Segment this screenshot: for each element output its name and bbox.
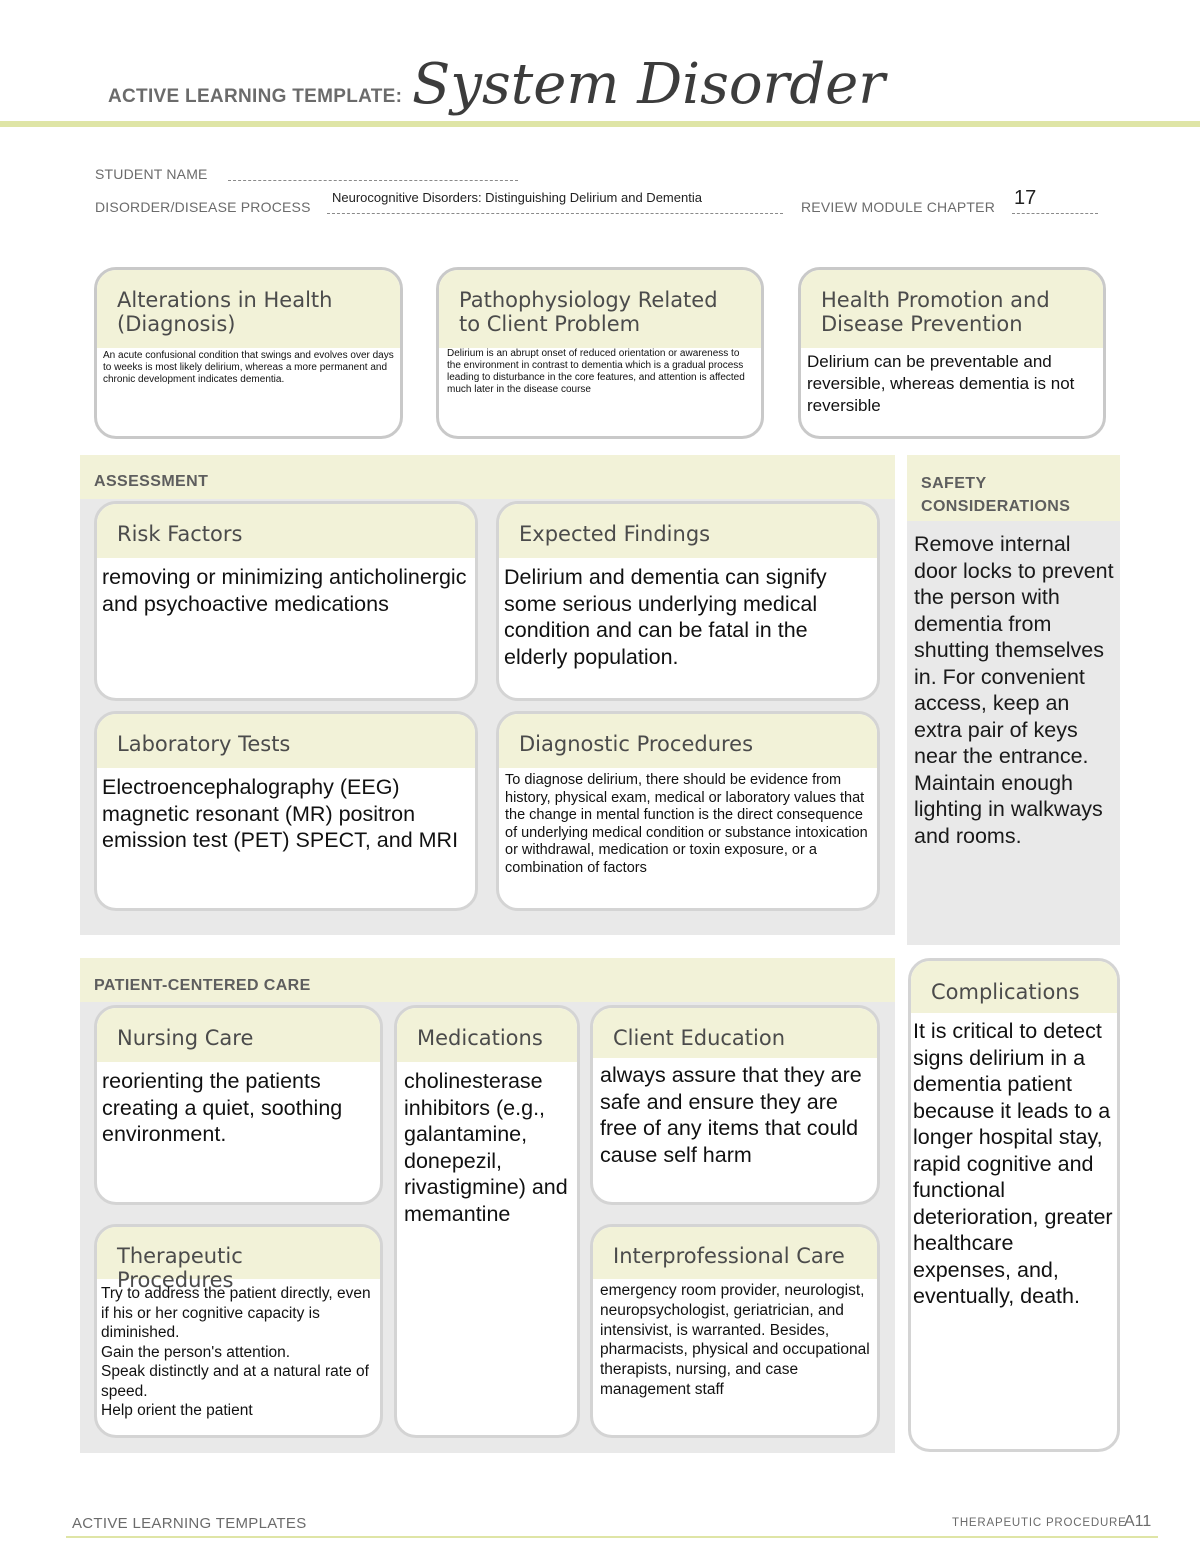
health-promotion-box — [798, 267, 1106, 439]
header-rule — [0, 121, 1200, 127]
disease-process-label: DISORDER/DISEASE PROCESS — [95, 199, 311, 215]
therapeutic-procedures-title: Therapeutic Procedures — [97, 1227, 380, 1279]
complications-title: Complications — [911, 961, 1117, 1013]
laboratory-tests-box — [94, 711, 478, 911]
diagnostic-procedures-title: Diagnostic Procedures — [499, 714, 877, 768]
patient-care-label: PATIENT-CENTERED CARE — [80, 958, 895, 1002]
complications-box — [908, 958, 1120, 1452]
alterations-text[interactable]: An acute confusional condition that swings and evolves over days to weeks is most likely delirium, whereas a more permanent and chronic development indicates dementia. — [103, 350, 394, 385]
safety-label: SAFETY CONSIDERATIONS — [907, 455, 1120, 521]
therapeutic-line: Try to address the patient directly, even if his or her cognitive capacity is diminished. — [101, 1285, 371, 1341]
interprofessional-care-box — [590, 1224, 880, 1438]
complications-text[interactable]: It is critical to detect signs delirium in a dementia patient because it leads to a longer hospital stay, rapid cognitive and functional deterioration, greater healthcare expenses, and, eventually, death. — [913, 1019, 1113, 1308]
student-name-field[interactable] — [228, 180, 518, 181]
laboratory-tests-title: Laboratory Tests — [97, 714, 475, 768]
disease-process-field[interactable] — [327, 213, 783, 214]
footer-rule — [66, 1536, 1158, 1538]
diagnostic-procedures-text[interactable]: To diagnose delirium, there should be evidence from history, physical exam, medical or laboratory values that the change in mental function is the direct consequence of underlying medical condition or substance intoxication or withdrawal, medication or toxin exposure, or a combination of factors — [505, 772, 868, 876]
interprofessional-care-title: Interprofessional Care — [593, 1227, 877, 1279]
risk-factors-box — [94, 501, 478, 701]
chapter-value: 17 — [1014, 187, 1037, 209]
disease-process-value: Neurocognitive Disorders: Distinguishing Delirium and Dementia — [332, 190, 702, 205]
medications-text[interactable]: cholinesterase inhibitors (e.g., galantamine, donepezil, rivastigmine) and memantine — [404, 1069, 568, 1226]
therapeutic-line: Help orient the patient — [101, 1402, 253, 1419]
safety-text[interactable]: Remove internal door locks to prevent the person with dementia from shutting themselves in. For convenient access, keep an extra pair of keys near the entrance. Maintain enough lighting in walkways and rooms. — [914, 532, 1114, 848]
therapeutic-line: Speak distinctly and at a natural rate of speed. — [101, 1363, 369, 1400]
client-education-box — [590, 1005, 880, 1205]
template-title: System Disorder — [412, 52, 886, 117]
therapeutic-procedures-box — [94, 1224, 383, 1438]
pathophysiology-title: Pathophysiology Related to Client Problem — [439, 270, 761, 348]
client-education-text[interactable]: always assure that they are safe and ensure they are free of any items that could cause self harm — [600, 1063, 862, 1167]
pathophysiology-box — [436, 267, 764, 439]
expected-findings-text[interactable]: Delirium and dementia can signify some serious underlying medical condition and can be fatal in the elderly population. — [504, 565, 827, 669]
alterations-box — [94, 267, 403, 439]
pathophysiology-text[interactable]: Delirium is an abrupt onset of reduced orientation or awareness to the environment in contrast to dementia which is a gradual process leading to disturbance in the core features, and attention is affected much later in the disease course — [447, 348, 745, 395]
interprofessional-care-text[interactable]: emergency room provider, neurologist, neuropsychologist, geriatrician, and intensivist, is warranted. Besides, pharmacists, physical and occupational therapists, nursing, and case management staff — [600, 1282, 870, 1398]
risk-factors-text[interactable]: removing or minimizing anticholinergic and psychoactive medications — [102, 565, 467, 616]
nursing-care-text[interactable]: reorienting the patients creating a quiet, soothing environment. — [102, 1069, 343, 1146]
page-number: A11 — [1124, 1513, 1152, 1530]
therapeutic-procedures-text[interactable] — [97, 1279, 380, 1426]
chapter-field[interactable] — [1012, 213, 1098, 214]
nursing-care-box — [94, 1005, 383, 1205]
laboratory-tests-text[interactable]: Electroencephalography (EEG) magnetic resonant (MR) positron emission test (PET) SPECT, and MRI — [102, 775, 459, 852]
assessment-label: ASSESSMENT — [80, 455, 895, 499]
expected-findings-box — [496, 501, 880, 701]
student-name-label: STUDENT NAME — [95, 166, 208, 182]
client-education-title: Client Education — [593, 1008, 877, 1058]
diagnostic-procedures-box — [496, 711, 880, 911]
nursing-care-title: Nursing Care — [97, 1008, 380, 1062]
medications-box — [394, 1005, 580, 1438]
template-label: ACTIVE LEARNING TEMPLATE: — [108, 86, 403, 107]
expected-findings-title: Expected Findings — [499, 504, 877, 558]
health-promotion-text[interactable]: Delirium can be preventable and reversible, whereas dementia is not reversible — [807, 352, 1075, 415]
footer-section: THERAPEUTIC PROCEDURE — [952, 1517, 1127, 1529]
health-promotion-title: Health Promotion and Disease Prevention — [801, 270, 1103, 348]
footer-left: ACTIVE LEARNING TEMPLATES — [72, 1515, 307, 1532]
medications-title: Medications — [397, 1008, 577, 1062]
risk-factors-title: Risk Factors — [97, 504, 475, 558]
chapter-label: REVIEW MODULE CHAPTER — [801, 199, 995, 215]
alterations-title: Alterations in Health (Diagnosis) — [97, 270, 400, 348]
therapeutic-line: Gain the person's attention. — [101, 1343, 291, 1361]
